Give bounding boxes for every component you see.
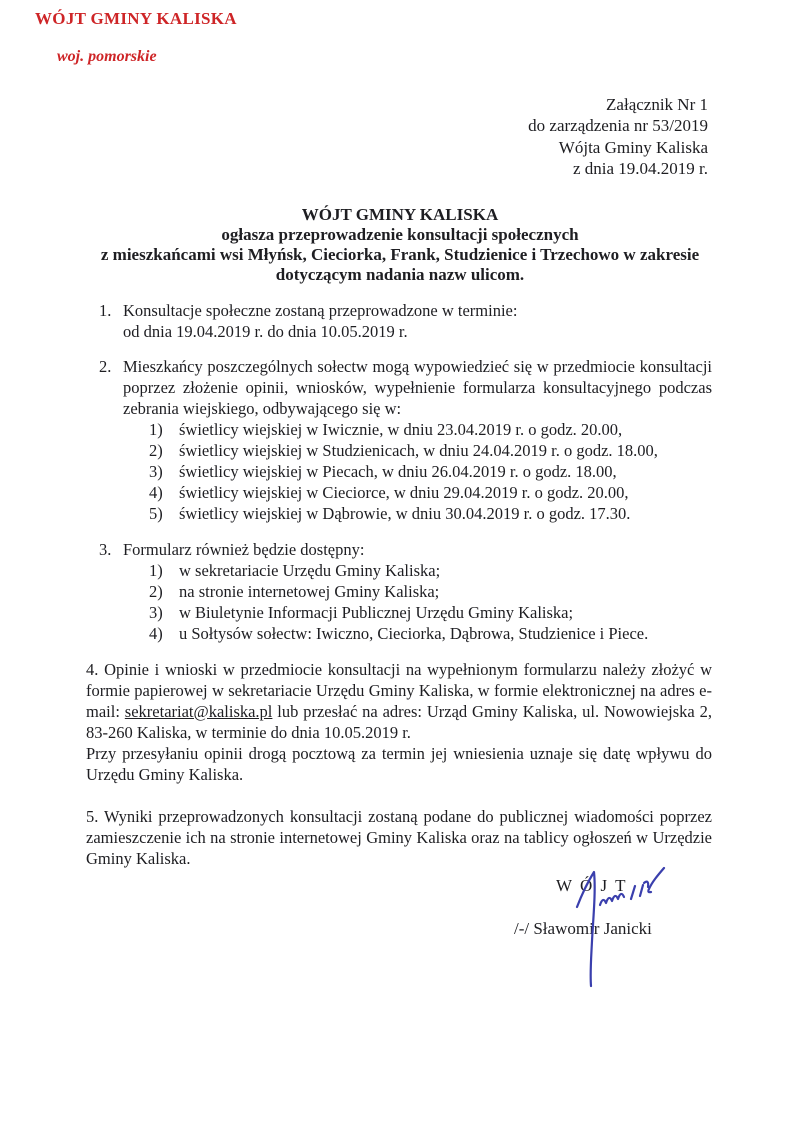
sub-item bbox=[149, 581, 712, 602]
sub-text: świetlicy wiejskiej w Cieciorce, w dniu 29.04.2019 r. o godz. 20.00, bbox=[179, 483, 629, 502]
sub-item bbox=[149, 503, 712, 524]
paragraph-4 bbox=[86, 659, 712, 743]
sub-text: świetlicy wiejskiej w Studzienicach, w dniu 24.04.2019 r. o godz. 18.00, bbox=[179, 441, 658, 460]
list-item-text: Formularz również będzie dostępny: 1) w sekretariacie Urzędu Gminy Kaliska; 2) na stronie internetowej Gminy Kaliska; 3) w Biuletynie Informacji Publicznej Urzędu Gminy Kaliska; 4) u Sołtysów sołectw: Iwiczno, Cieciorka, Dąbrowa, Studzienice i Piece. bbox=[123, 539, 712, 644]
letterhead-voivodeship: woj. pomorskie bbox=[57, 48, 157, 65]
list-number: 2. bbox=[99, 357, 112, 376]
sub-item bbox=[149, 419, 712, 440]
list-item-text: Konsultacje społeczne zostaną przeprowadzone w terminie: od dnia 19.04.2019 r. do dnia 10.05.2019 r. bbox=[123, 301, 518, 341]
sub-number: 3) bbox=[149, 462, 163, 481]
sub-text: na stronie internetowej Gminy Kaliska; bbox=[179, 582, 440, 601]
sub-number: 1) bbox=[149, 561, 163, 580]
announcement-title bbox=[0, 205, 800, 285]
sub-number: 5) bbox=[149, 504, 163, 523]
title-line: dotyczącym nadania nazw ulicom. bbox=[275, 265, 525, 284]
attachment-reference-block bbox=[528, 94, 708, 179]
sub-text: w sekretariacie Urzędu Gminy Kaliska; bbox=[179, 561, 441, 580]
sub-number: 4) bbox=[149, 624, 163, 643]
list-item-2 bbox=[99, 356, 712, 524]
sub-item bbox=[149, 560, 712, 581]
sub-text: świetlicy wiejskiej w Piecach, w dniu 26.04.2019 r. o godz. 18.00, bbox=[179, 462, 617, 481]
signature-name: /-/ Sławomir Janicki bbox=[514, 919, 652, 938]
title-line: ogłasza przeprowadzenie konsultacji społecznych bbox=[221, 225, 579, 244]
sub-text: w Biuletynie Informacji Publicznej Urzędu Gminy Kaliska; bbox=[179, 603, 574, 622]
signature-title: W Ó J T bbox=[556, 876, 628, 895]
attachment-line: do zarządzenia nr 53/2019 bbox=[528, 116, 708, 136]
paragraph-4-note: Przy przesyłaniu opinii drogą pocztową za termin jej wniesienia uznaje się datę wpływu do Urzędu Gminy Kaliska. bbox=[86, 744, 712, 784]
paragraph-4-lead: 4. Opinie i wnioski w przedmiocie konsultacji na wypełnionym formularzu należy złożyć w formie papierowej w sekretariacie Urzędu Gminy Kaliska, w formie elektronicznej na adres e-mail: bbox=[86, 660, 712, 721]
sub-text: świetlicy wiejskiej w Iwicznie, w dniu 23.04.2019 r. o godz. 20.00, bbox=[179, 420, 623, 439]
sub-number: 2) bbox=[149, 441, 163, 460]
document-body bbox=[86, 300, 712, 869]
sub-item bbox=[149, 440, 712, 461]
list-number: 3. bbox=[99, 540, 112, 559]
sub-number: 4) bbox=[149, 483, 163, 502]
attachment-line: Załącznik Nr 1 bbox=[606, 95, 708, 114]
paragraph-4-tail: lub przesłać na adres: Urząd Gminy Kaliska, ul. Nowowiejska 2, 83-260 Kaliska, w terminie do dnia 10.05.2019 r. bbox=[86, 702, 712, 742]
list-item-3 bbox=[99, 539, 712, 644]
sub-number: 3) bbox=[149, 603, 163, 622]
email-address: sekretariat@kaliska.pl bbox=[124, 702, 273, 721]
sub-item bbox=[149, 602, 712, 623]
sub-number: 2) bbox=[149, 582, 163, 601]
sub-item bbox=[149, 461, 712, 482]
sub-text: u Sołtysów sołectw: Iwiczno, Cieciorka, Dąbrowa, Studzienice i Piece. bbox=[179, 624, 649, 643]
sub-number: 1) bbox=[149, 420, 163, 439]
sub-text: świetlicy wiejskiej w Dąbrowie, w dniu 30.04.2019 r. o godz. 17.30. bbox=[179, 504, 631, 523]
letterhead-office-name: WÓJT GMINY KALISKA bbox=[35, 9, 237, 28]
title-line: z mieszkańcami wsi Młyńsk, Cieciorka, Frank, Studzienice i Trzechowo w zakresie bbox=[100, 245, 700, 264]
paragraph-5: 5. Wyniki przeprowadzonych konsultacji zostaną podane do publicznej wiadomości poprzez zamieszczenie ich na stronie internetowej Gminy Kaliska oraz na tablicy ogłoszeń w Urzędzie Gminy Kaliska. bbox=[86, 807, 712, 868]
list-item-text: Mieszkańcy poszczególnych sołectw mogą wypowiedzieć się w przedmiocie konsultacji poprzez złożenie opinii, wniosków, wypełnienie formularza konsultacyjnego podczas zebrania wiejskiego, odbywającego się w: 1) świetlicy wiejskiej w Iwicznie, w dniu 23.04.2019 r. o godz. 20.00, 2) świetlicy wiejskiej w Studzienicach, w dniu 24.04.2019 r. o godz. 18.00, 3) świetlicy wiejskiej w Piecach, w dniu 26.04.2019 r. o godz. 18.00, 4) świetlicy wiejskiej w Cieciorce, w dniu 29.04.2019 r. o godz. 20.00, 5) świetlicy wiejskiej w Dąbrowie, w dniu 30.04.2019 r. o godz. 17.30. bbox=[123, 357, 712, 523]
attachment-line: Wójta Gminy Kaliska bbox=[558, 137, 708, 157]
list-number: 1. bbox=[99, 301, 112, 320]
attachment-line: z dnia 19.04.2019 r. bbox=[572, 158, 708, 178]
sub-item bbox=[149, 482, 712, 503]
list-item-1 bbox=[99, 300, 712, 342]
title-line: WÓJT GMINY KALISKA bbox=[301, 205, 499, 224]
sub-item bbox=[149, 623, 712, 644]
